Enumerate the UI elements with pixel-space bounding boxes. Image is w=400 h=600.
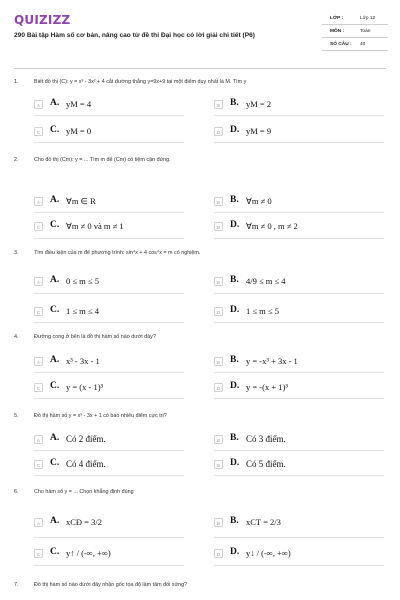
option-answer: ∀m ∈ R: [66, 196, 96, 206]
option-divider: [34, 322, 184, 323]
option-label: A.: [50, 516, 60, 526]
option-answer: yM = 4: [66, 99, 92, 109]
option-label: C.: [50, 458, 60, 468]
option-label: C.: [50, 220, 60, 230]
option-answer: Có 3 điểm.: [246, 434, 286, 444]
option-divider: [34, 565, 184, 566]
option-answer: 1 ≤ m ≤ 4: [66, 306, 99, 316]
option-c[interactable]: [34, 125, 204, 139]
option-letter-box[interactable]: C: [34, 127, 43, 136]
option-answer: y = (x - 1)³: [66, 382, 104, 392]
option-letter-box[interactable]: A: [34, 197, 43, 206]
option-label: C.: [50, 381, 60, 391]
option-answer: y = -(x + 1)³: [246, 382, 288, 392]
option-a[interactable]: [34, 195, 204, 209]
option-answer: y↑ / (-∞, +∞): [66, 548, 111, 558]
option-c[interactable]: [34, 305, 204, 319]
option-label: D.: [230, 547, 240, 557]
option-c[interactable]: [34, 381, 204, 395]
option-letter-box[interactable]: A: [34, 357, 43, 366]
option-letter-box[interactable]: A: [34, 435, 43, 444]
option-divider: [214, 398, 384, 399]
option-divider: [34, 398, 184, 399]
option-d[interactable]: [214, 381, 384, 395]
option-letter-box[interactable]: D: [214, 222, 223, 231]
option-answer: Có 2 điểm.: [66, 434, 106, 444]
option-letter-box[interactable]: C: [34, 460, 43, 469]
info-table: [322, 12, 388, 51]
option-answer: Có 4 điểm.: [66, 459, 106, 469]
option-letter-box[interactable]: C: [34, 549, 43, 558]
option-divider: [214, 372, 384, 373]
option-divider: [214, 293, 384, 294]
option-label: B.: [230, 195, 239, 205]
option-b[interactable]: [214, 195, 384, 209]
quizizz-logo: QUIZIZZ: [14, 13, 71, 27]
question-text: Đường cong ở bên là đồ thị hàm số nào dưới đây?: [34, 334, 156, 340]
option-b[interactable]: [214, 98, 384, 112]
question-text: Đồ thị hàm số nào dưới đây nhận gốc tọa độ làm tâm đối xứng?: [34, 582, 188, 588]
option-answer: 1 ≤ m ≤ 5: [246, 306, 279, 316]
option-divider: [34, 537, 184, 538]
option-answer: xCĐ = 3/2: [66, 517, 102, 527]
option-divider: [34, 212, 184, 213]
question-number: 7.: [14, 582, 19, 588]
info-key: MÔN :: [322, 25, 360, 38]
option-label: B.: [230, 433, 239, 443]
option-divider: [214, 238, 384, 239]
option-d[interactable]: [214, 125, 384, 139]
option-c[interactable]: [34, 458, 204, 472]
option-letter-box[interactable]: D: [214, 460, 223, 469]
question-text: Đồ thị hàm số y = x³ - 3x + 1 có bao nhiêu điểm cực trị?: [34, 413, 167, 419]
option-label: B.: [230, 98, 239, 108]
question-number: 3.: [14, 250, 19, 256]
option-letter-box[interactable]: B: [214, 277, 223, 286]
option-c[interactable]: [34, 220, 204, 234]
question-number: 5.: [14, 413, 19, 419]
info-value: 40: [360, 38, 388, 51]
option-label: B.: [230, 275, 239, 285]
document-title: 290 Bài tập Hàm số cơ bản, nâng cao từ đề thi Đại học có lời giải chi tiết (P6): [14, 32, 255, 39]
option-a[interactable]: [34, 516, 204, 530]
option-label: D.: [230, 381, 240, 391]
option-label: A.: [50, 275, 60, 285]
option-answer: y = -x³ + 3x - 1: [246, 356, 298, 366]
option-label: A.: [50, 98, 60, 108]
option-letter-box[interactable]: D: [214, 127, 223, 136]
info-value: Toán: [360, 25, 388, 38]
question-text: Cho đồ thị (Cm): y = ... Tìm m để (Cm) có tiệm cận đứng.: [34, 157, 171, 163]
option-letter-box[interactable]: A: [34, 100, 43, 109]
option-b[interactable]: [214, 275, 384, 289]
option-letter-box[interactable]: D: [214, 549, 223, 558]
question-number: 2.: [14, 157, 19, 163]
option-d[interactable]: [214, 458, 384, 472]
option-letter-box[interactable]: B: [214, 357, 223, 366]
option-answer: y↓ / (-∞, +∞): [246, 548, 291, 558]
header-divider: [14, 68, 386, 69]
option-b[interactable]: [214, 433, 384, 447]
question-text: Biết đồ thị (C): y = x³ - 3x² + 4 cắt đường thẳng y=9x+9 tại một điểm duy nhất là M. Tìm y: [34, 79, 247, 85]
option-letter-box[interactable]: D: [214, 383, 223, 392]
option-d[interactable]: [214, 220, 384, 234]
info-row-grade: [322, 12, 388, 25]
option-letter-box[interactable]: C: [34, 222, 43, 231]
option-c[interactable]: [34, 547, 204, 561]
option-divider: [34, 372, 184, 373]
option-label: A.: [50, 433, 60, 443]
option-answer: 4/9 ≤ m ≤ 4: [246, 276, 286, 286]
option-divider: [214, 322, 384, 323]
option-divider: [34, 142, 184, 143]
option-label: C.: [50, 547, 60, 557]
info-value: Lớp 12: [360, 12, 388, 25]
option-answer: xCT = 2/3: [246, 517, 281, 527]
option-label: D.: [230, 458, 240, 468]
option-divider: [34, 115, 184, 116]
option-label: A.: [50, 355, 60, 365]
option-divider: [34, 238, 184, 239]
option-d[interactable]: [214, 305, 384, 319]
option-a[interactable]: [34, 433, 204, 447]
option-letter-box[interactable]: C: [34, 307, 43, 316]
option-letter-box[interactable]: B: [214, 435, 223, 444]
option-b[interactable]: [214, 516, 384, 530]
option-divider: [34, 450, 184, 451]
option-letter-box[interactable]: A: [34, 518, 43, 527]
option-answer: ∀m ≠ 0 và m ≠ 1: [66, 221, 124, 231]
option-answer: yM = 0: [66, 126, 92, 136]
option-answer: yM = 9: [246, 126, 272, 136]
option-divider: [214, 565, 384, 566]
option-letter-box[interactable]: C: [34, 383, 43, 392]
option-b[interactable]: [214, 355, 384, 369]
option-a[interactable]: [34, 275, 204, 289]
question-number: 4.: [14, 334, 19, 340]
option-label: D.: [230, 305, 240, 315]
option-answer: 0 ≤ m ≤ 5: [66, 276, 99, 286]
info-row-count: [322, 38, 388, 51]
option-d[interactable]: [214, 547, 384, 561]
option-answer: yM = 2: [246, 99, 272, 109]
option-answer: ∀m ≠ 0 , m ≠ 2: [246, 221, 298, 231]
option-letter-box[interactable]: B: [214, 518, 223, 527]
option-letter-box[interactable]: B: [214, 197, 223, 206]
option-divider: [214, 115, 384, 116]
option-divider: [34, 475, 184, 476]
document-header: [0, 0, 400, 62]
option-divider: [214, 212, 384, 213]
option-label: C.: [50, 305, 60, 315]
option-label: D.: [230, 125, 240, 135]
option-a[interactable]: [34, 355, 204, 369]
info-key: LỚP :: [322, 12, 360, 25]
info-key: SỐ CÂU :: [322, 38, 360, 51]
option-a[interactable]: [34, 98, 204, 112]
option-divider: [214, 537, 384, 538]
option-label: D.: [230, 220, 240, 230]
option-divider: [214, 475, 384, 476]
option-divider: [214, 142, 384, 143]
question-text: Tìm điều kiện của m để phương trình: sin⁴x + 4 cos⁴x = m có nghiệm.: [34, 250, 201, 256]
question-text: Cho hàm số y = ... Chọn khẳng định đúng: [34, 489, 134, 495]
question-number: 6.: [14, 489, 19, 495]
option-label: C.: [50, 125, 60, 135]
option-answer: ∀m ≠ 0: [246, 196, 272, 206]
option-letter-box[interactable]: B: [214, 100, 223, 109]
option-letter-box[interactable]: A: [34, 277, 43, 286]
info-row-subject: [322, 25, 388, 38]
option-label: A.: [50, 195, 60, 205]
option-letter-box[interactable]: D: [214, 307, 223, 316]
option-answer: x³ - 3x - 1: [66, 356, 100, 366]
option-divider: [34, 293, 184, 294]
question-number: 1.: [14, 79, 19, 85]
option-label: B.: [230, 516, 239, 526]
option-divider: [214, 450, 384, 451]
option-answer: Có 5 điểm.: [246, 459, 286, 469]
option-label: B.: [230, 355, 239, 365]
